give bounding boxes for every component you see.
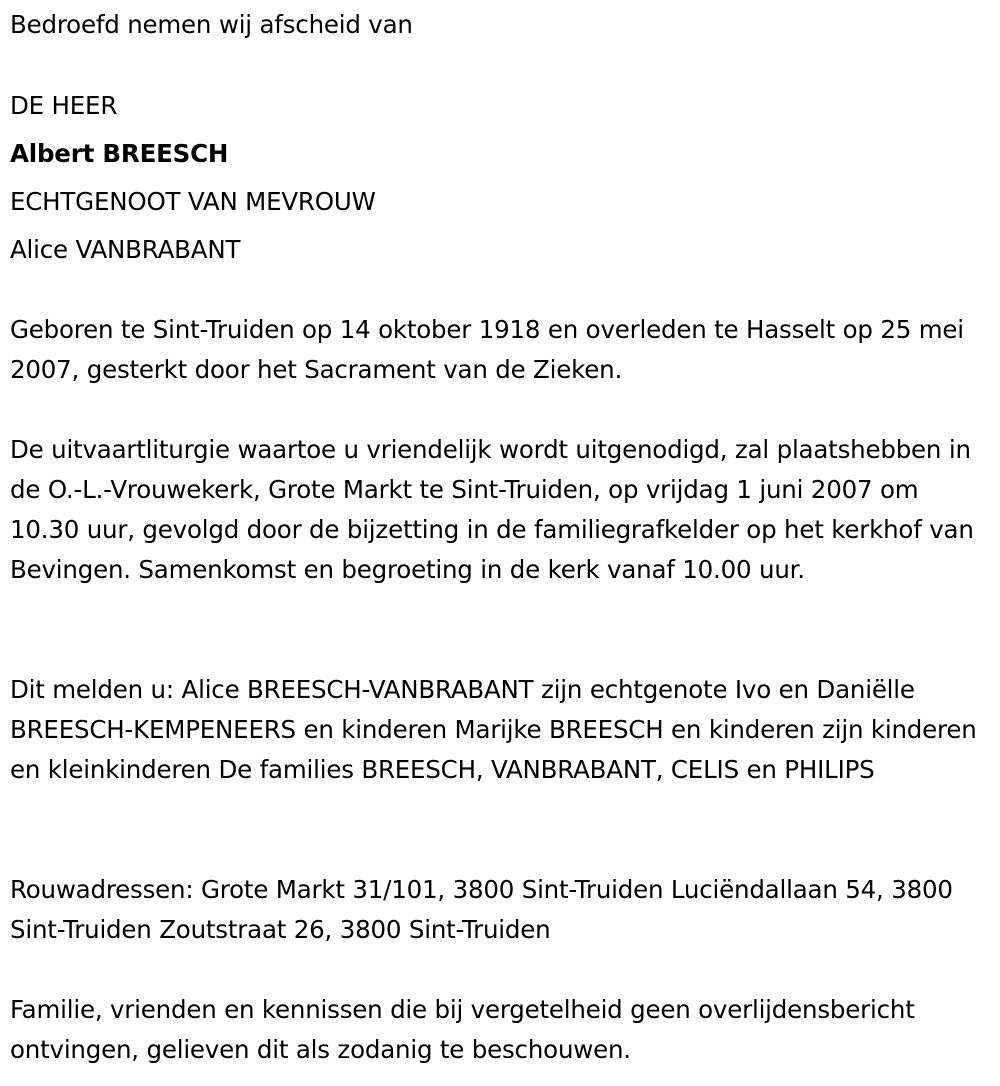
funeral-paragraph: De uitvaartliturgie waartoe u vriendelijk wordt uitgenodigd, zal plaatshebben in de O.-L.-Vrouwekerk, Grote Markt te Sint-Truiden, op vrijdag 1 juni 2007 om 10.30 uur, gevolgd door de bijzetting in de familiegrafkelder op het kerkhof van Bevingen. Samenkomst en begroeting in de kerk vanaf 10.00 uur. xyxy=(10,435,974,584)
addresses-paragraph: Rouwadressen: Grote Markt 31/101, 3800 Sint-Truiden Luciëndallaan 54, 3800 Sint-Truiden Zoutstraat 26, 3800 Sint-Truiden xyxy=(10,875,953,944)
spouse-name: Alice VANBRABANT xyxy=(10,235,241,264)
spouse-label: ECHTGENOOT VAN MEVROUW xyxy=(10,187,376,216)
birth-death-paragraph: Geboren te Sint-Truiden op 14 oktober 1918 en overleden te Hasselt op 25 mei 2007, gesterkt door het Sacrament van de Zieken. xyxy=(10,315,964,384)
deceased-name: Albert BREESCH xyxy=(10,139,229,168)
title-prefix: DE HEER xyxy=(10,91,118,120)
closing-paragraph: Familie, vrienden en kennissen die bij vergetelheid geen overlijdensbericht ontvingen, gelieven dit als zodanig te beschouwen. xyxy=(10,995,915,1064)
intro-text: Bedroefd nemen wij afscheid van xyxy=(10,10,413,39)
announcers-paragraph: Dit melden u: Alice BREESCH-VANBRABANT zijn echtgenote Ivo en Daniëlle BREESCH-KEMPENEERS en kinderen Marijke BREESCH en kinderen zijn kinderen en kleinkinderen De families BREESCH, VANBRABANT, CELIS en PHILIPS xyxy=(10,675,977,784)
